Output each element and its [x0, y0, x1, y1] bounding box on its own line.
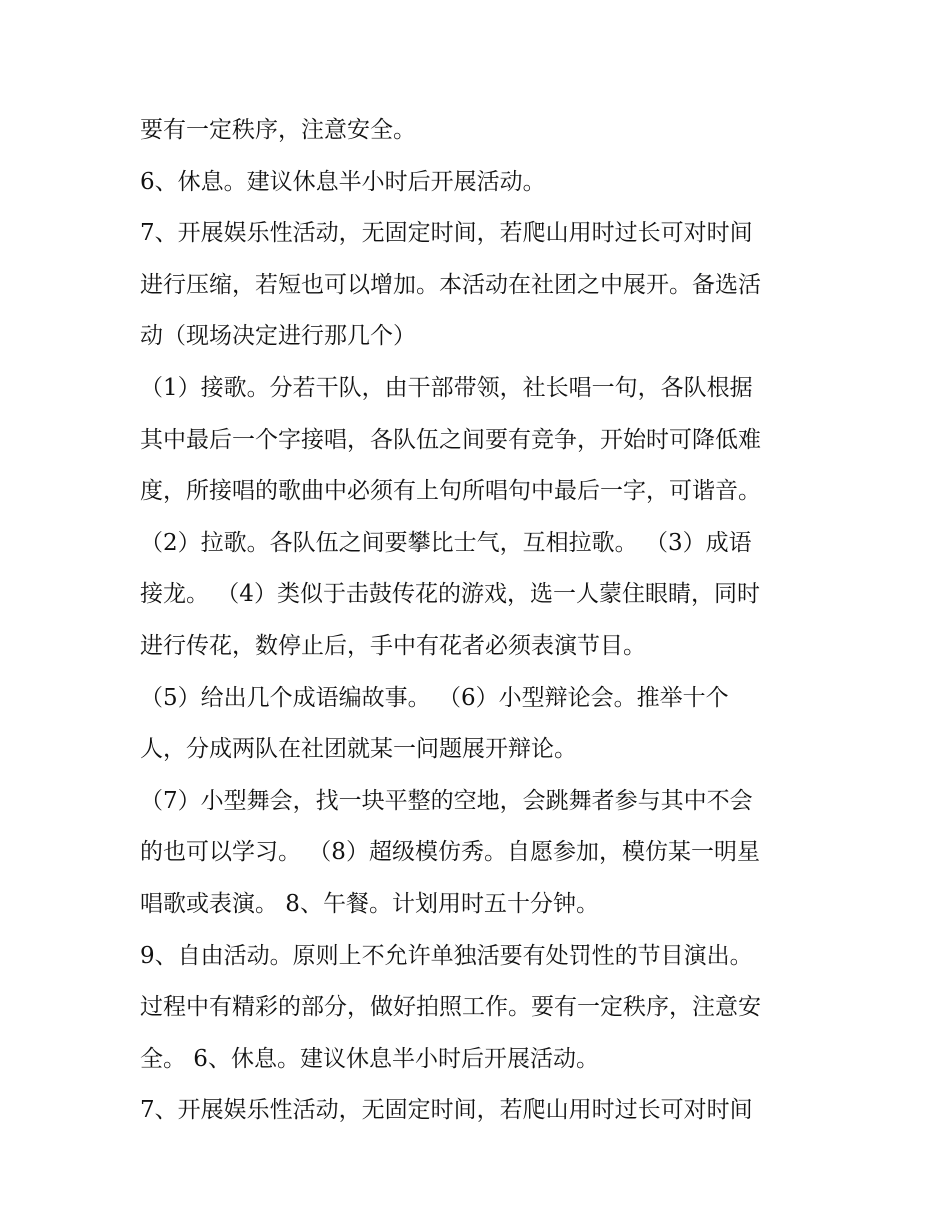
text-line: 6、休息。建议休息半小时后开展活动。 — [140, 168, 546, 195]
text-line: 的也可以学习。 （8）超级模仿秀。自愿参加，模仿某一明星 — [140, 839, 760, 866]
text-line: 其中最后一个字接唱，各队伍之间要有竞争，开始时可降低难 — [140, 426, 761, 453]
text-line: 7、开展娱乐性活动，无固定时间，若爬山用时过长可对时间 — [140, 1097, 753, 1124]
text-line: 度，所接唱的歌曲中必须有上句所唱句中最后一字，可谐音。 — [140, 478, 761, 505]
text-line: 要有一定秩序，注意安全。 — [140, 117, 416, 143]
text-line: 接龙。 （4）类似于击鼓传花的游戏，选一人蒙住眼睛，同时 — [140, 581, 760, 608]
text-line: 人，分成两队在社团就某一问题展开辩论。 — [140, 736, 577, 763]
body-text — [140, 105, 830, 1137]
text-line: 7、开展娱乐性活动，无固定时间，若爬山用时过长可对时间 — [140, 220, 753, 247]
text-line: （5）给出几个成语编故事。 （6）小型辩论会。推举十个 — [140, 684, 729, 711]
text-line: （1）接歌。分若干队，由干部带领，社长唱一句，各队根据 — [140, 374, 753, 401]
text-line: （7）小型舞会，找一块平整的空地，会跳舞者参与其中不会 — [140, 787, 753, 814]
text-line: 进行传花，数停止后，手中有花者必须表演节目。 — [140, 632, 646, 659]
text-line: 全。 6、休息。建议休息半小时后开展活动。 — [140, 1045, 599, 1072]
text-line: 唱歌或表演。 8、午餐。计划用时五十分钟。 — [140, 890, 599, 917]
text-line: 动（现场决定进行那几个） — [140, 323, 416, 350]
text-line: 进行压缩，若短也可以增加。本活动在社团之中展开。备选活 — [140, 271, 761, 298]
text-line: （2）拉歌。各队伍之间要攀比士气，互相拉歌。 （3）成语 — [140, 529, 752, 556]
text-line: 9、自由活动。原则上不允许单独活要有处罚性的节目演出。 — [140, 942, 753, 969]
text-line: 过程中有精彩的部分，做好拍照工作。要有一定秩序，注意安 — [140, 994, 761, 1021]
